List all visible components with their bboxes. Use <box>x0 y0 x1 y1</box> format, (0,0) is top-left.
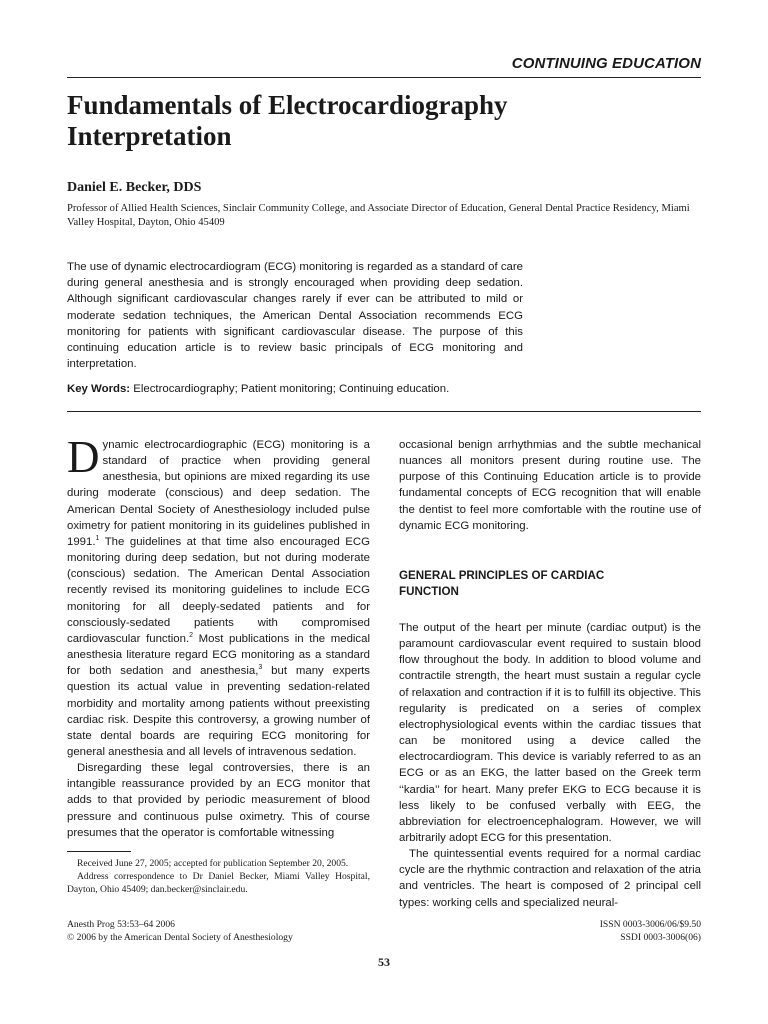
body-paragraph: occasional benign arrhythmias and the subtle mechanical nuances all monitors present during routine use. The purpose of this Continuing Education article is to provide fundamental concepts of ECG recognition that will enable the dentist to feel more comfortable with the routine use of dynamic ECG monitoring. <box>399 439 701 532</box>
title-line-1: Fundamentals of Electrocardiography <box>67 90 508 120</box>
title-line-2: Interpretation <box>67 121 232 151</box>
body-paragraph <box>67 432 370 760</box>
abstract: The use of dynamic electrocardiogram (ECG) monitoring is regarded as a standard of care during general anesthesia and is strongly encouraged when providing deep sedation. Although significant cardiovascular changes rarely if ever can be attributed to mild or moderate sedation techniques, the American Dental Association recommends ECG monitoring for patients with significant cardiovascular disease. The purpose of this continuing education article is to review basic principals of ECG monitoring and interpretation. <box>67 261 523 371</box>
ssdi: SSDI 0003-3006(06) <box>620 931 701 943</box>
section-label: CONTINUING EDUCATION <box>511 55 701 72</box>
keywords <box>67 383 449 395</box>
page-number: 53 <box>378 955 390 969</box>
footnotes <box>67 857 370 896</box>
section-heading <box>399 568 701 600</box>
section-heading-line-2: FUNCTION <box>399 584 459 598</box>
body-paragraph: The output of the heart per minute (cardiac output) is the paramount cardiovascular event required to sustain blood flow throughout the body. In addition to blood volume and contractile strength, the heart must sustain a regular cycle of relaxation and contraction if it is to fulfill its objective. This regularity is predicated on a series of complex electrophysiological events within the cardiac tissues that can be monitored using a device called the electrocardiogram. This device is variably referred to as an ECG or as an EKG, the latter based on the Greek term ‘‘kardia’’ for heart. Many prefer EKG to ECG because it is less likely to be confused verbally with EEG, the abbreviation for electroencephalogram. However, we will arbitrarily adopt ECG for this presentation. <box>399 621 701 844</box>
body-text: but many experts question its actual value in preventing sedation-related morbidity and mortality among patients without preexisting cardiac risk. Despite this controversy, a growing number of state dental boards are requiring ECG monitoring for general anesthesia and all levels of intravenous sedation. <box>67 665 370 758</box>
keywords-list: Electrocardiography; Patient monitoring; Continuing education. <box>133 383 450 395</box>
article-title <box>67 90 707 152</box>
footnote-rule <box>67 851 131 852</box>
body-column-right <box>399 437 701 911</box>
footer-right <box>600 919 701 944</box>
journal-citation: Anesth Prog 53:53–64 2006 <box>67 919 175 930</box>
keywords-label: Key Words: <box>67 383 131 395</box>
body-column-left <box>67 432 370 841</box>
author-name: Daniel E. Becker, DDS <box>67 180 202 195</box>
citation-ref: 1 <box>95 535 100 543</box>
abstract-rule <box>67 411 701 412</box>
body-text: ynamic electrocardiographic (ECG) monitoring is a standard of practice when providing general anesthesia, but opinions are mixed regarding its use during moderate (conscious) and deep sedation. The American Dental Society of Anesthesiology included pulse oximetry for patient monitoring in its guidelines published in 1991. <box>67 439 370 548</box>
citation-ref: 3 <box>258 664 263 672</box>
citation-ref: 2 <box>189 632 194 640</box>
copyright: © 2006 by the American Dental Society of Anesthesiology <box>67 931 293 943</box>
section-heading-line-1: GENERAL PRINCIPLES OF CARDIAC <box>399 568 605 582</box>
body-text: Most publications in the medical anesthesia literature regard ECG monitoring as a standard for both sedation and anesthesia, <box>67 632 370 678</box>
footer-left <box>67 919 293 944</box>
body-paragraph: The quintessential events required for a normal cardiac cycle are the rhythmic contraction and relaxation of the atria and ventricles. The heart is composed of 2 principal cell types: working cells and specialized neural- <box>399 848 701 909</box>
issn: ISSN 0003-3006/06/$9.50 <box>599 919 701 930</box>
author-affiliation: Professor of Allied Health Sciences, Sinclair Community College, and Associate Director of Education, General Dental Practice Residency, Miami Valley Hospital, Dayton, Ohio 45409 <box>67 203 690 228</box>
body-text: The guidelines at that time also encouraged ECG monitoring during deep sedation, but not during moderate (conscious) sedation. The American Dental Association recently revised its monitoring guidelines to include ECG monitoring for all deeply-sedated patients and for consciously-sedated patients with compromised cardiovascular function. <box>67 535 370 645</box>
footnote-received: Received June 27, 2005; accepted for publication September 20, 2005. <box>77 858 349 869</box>
header-rule <box>67 77 701 78</box>
drop-cap: D <box>67 432 100 482</box>
body-paragraph: Disregarding these legal controversies, there is an intangible reassurance provided by an ECG monitor that adds to that provided by periodic measurement of blood pressure and continuous pulse oximetry. This of course presumes that the operator is comfortable witnessing <box>67 762 370 839</box>
footnote-address: Address correspondence to Dr Daniel Becker, Miami Valley Hospital, Dayton, Ohio 45409; dan.becker@sinclair.edu. <box>67 871 370 895</box>
